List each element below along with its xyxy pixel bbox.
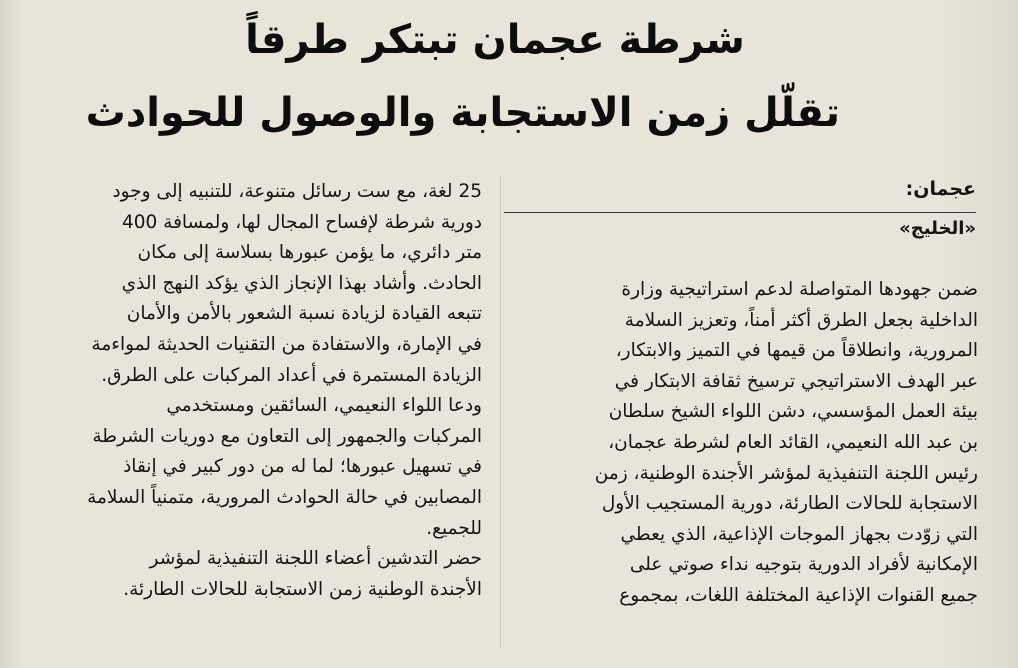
text-line: ضمن جهودها المتواصلة لدعم استراتيجية وزارة (621, 279, 978, 300)
text-line: بيئة العمل المؤسسي، دشن اللواء الشيخ سلطان (608, 401, 978, 423)
text-line: 25 لغة، مع ست رسائل متنوعة، للتنبيه إلى وجود (112, 181, 482, 202)
text-line: للجميع. (426, 517, 482, 539)
text-line: جميع القنوات الإذاعية المختلفة اللغات، بمجموع (619, 584, 978, 606)
text-line: تتبعه القيادة لزيادة نسبة الشعور بالأمن والأمان (126, 303, 482, 325)
column-gutter (500, 177, 501, 647)
text-line: في تسهيل عبورها؛ لما له من دور كبير في إنقاذ (123, 456, 482, 478)
adjacent-page-edge-left (0, 0, 22, 668)
text-line: دورية شرطة لإفساح المجال لها، ولمسافة 400 (121, 211, 482, 233)
dateline-rule (504, 212, 976, 213)
headline-line-1: شرطة عجمان تبتكر طرقاً (245, 17, 745, 63)
article-column-right (518, 275, 978, 612)
text-line: التي زوّدت بجهاز الموجات الإذاعية، الذي يعطي (620, 523, 978, 545)
text-line: متر دائري، ما يؤمن عبورها بسلاسة إلى مكان (137, 242, 482, 264)
text-line: الإمكانية لأفراد الدورية بتوجيه نداء صوتي على (629, 554, 978, 576)
text-line: في الإمارة، والاستفادة من التقنيات الحديثة لمواءمة (91, 333, 482, 355)
text-line: الزيادة المستمرة في أعداد المركبات على الطرق. (101, 364, 482, 386)
text-line: حضر التدشين أعضاء اللجنة التنفيذية لمؤشر (149, 548, 482, 570)
text-line: الأجندة الوطنية زمن الاستجابة للحالات الطارئة. (123, 578, 482, 600)
text-line: المرورية، وانطلاقاً من قيمها في التميز والابتكار، (615, 340, 978, 362)
text-line: رئيس اللجنة التنفيذية لمؤشر الأجندة الوطنية، زمن (594, 462, 978, 484)
headline-line-2: تقلّل زمن الاستجابة والوصول للحوادث (85, 90, 840, 136)
text-line: عبر الهدف الاستراتيجي ترسيخ ثقافة الابتكار في (614, 370, 978, 392)
source-credit: «الخليج» (899, 218, 976, 239)
text-line: بن عبد الله النعيمي، القائد العام لشرطة عجمان، (608, 431, 978, 453)
text-line: المركبات والجمهور إلى التعاون مع دوريات الشرطة (92, 425, 482, 447)
text-line: الداخلية بجعل الطرق أكثر أمناً، وتعزيز السلامة (624, 309, 978, 331)
text-line: ودعا اللواء النعيمي، السائقين ومستخدمي (166, 395, 482, 417)
text-line: الحادث. وأشاد بهذا الإنجاز الذي يؤكد النهج الذي (121, 272, 482, 294)
text-line: الاستجابة للحالات الطارئة، دورية المستجيب الأول (601, 493, 978, 515)
text-line: المصابين في حالة الحوادث المرورية، متمنياً السلامة (87, 486, 482, 508)
article-column-left (22, 177, 482, 605)
dateline: عجمان: (905, 178, 976, 200)
